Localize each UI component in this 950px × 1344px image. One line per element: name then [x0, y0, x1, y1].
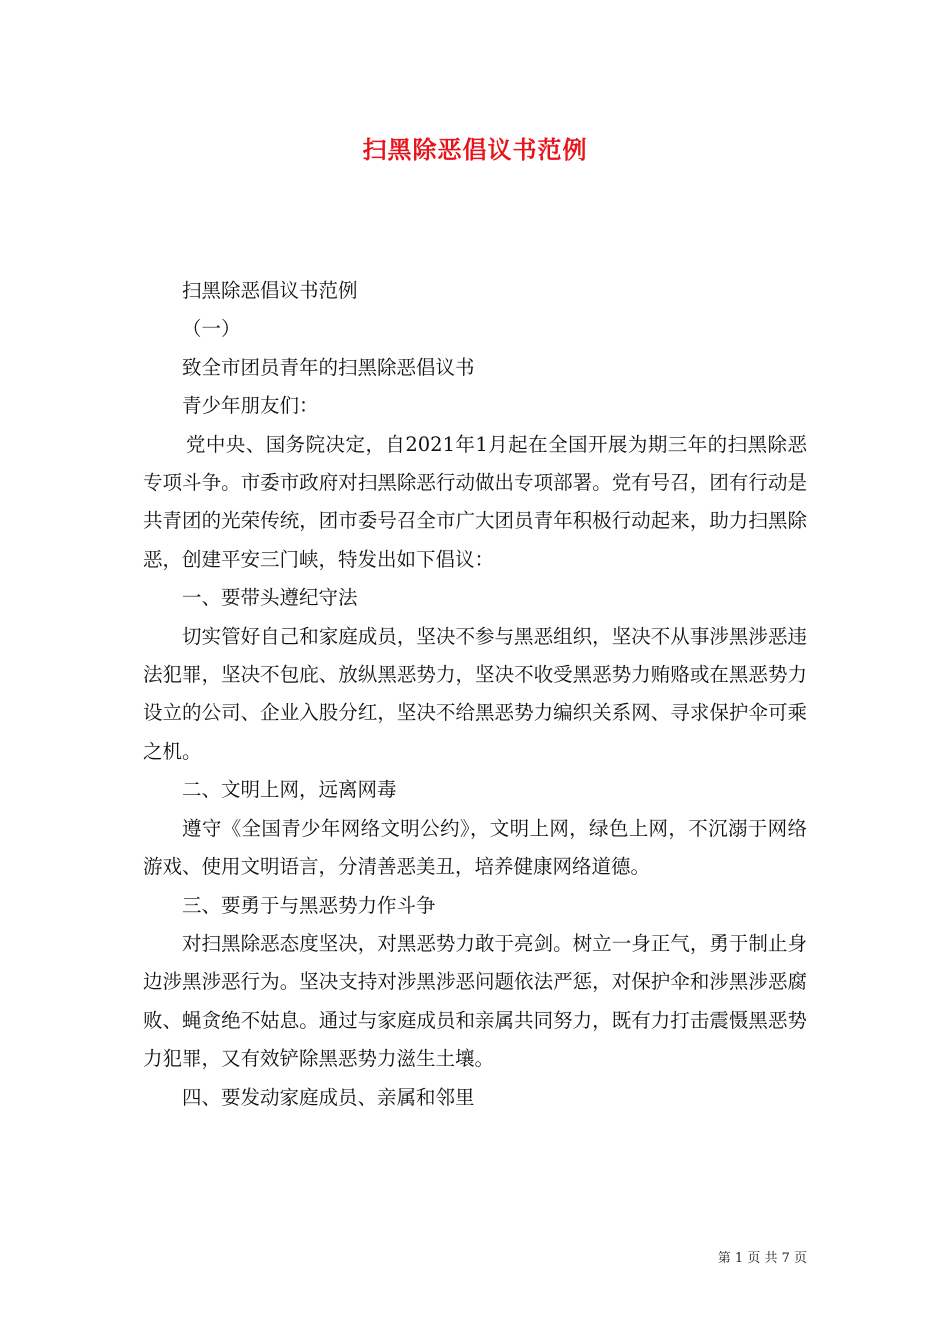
item-1-heading: 一、要带头遵纪守法	[182, 586, 358, 610]
item-3-heading: 三、要勇于与黑恶势力作斗争	[182, 893, 436, 917]
item-3-text: 对扫黑除恶态度坚决，对黑恶势力敢于亮剑。树立一身正气，勇于制止身边涉黑涉恶行为。坚决支持对涉黑涉恶问题依法严惩，对保护伞和涉黑涉恶腐败、蝇贪绝不姑息。通过与家庭成员和亲属共同努力，既有力打击震慑黑恶势力犯罪，又有效铲除黑恶势力滋生土壤。	[143, 931, 807, 1071]
page-number-label: 第 1 页 共 7 页	[717, 1251, 807, 1266]
document-body	[143, 272, 807, 1117]
item-2-heading: 二、文明上网，远离网毒	[182, 778, 397, 802]
item-1-text: 切实管好自己和家庭成员，坚决不参与黑恶组织，坚决不从事涉黑涉恶违法犯罪，坚决不包庇、放纵黑恶势力，坚决不收受黑恶势力贿赂或在黑恶势力设立的公司、企业入股分红，坚决不给黑恶势力编织关系网、寻求保护伞可乘之机。	[143, 624, 807, 763]
salutation: 青少年朋友们：	[182, 394, 319, 418]
item-2-text: 遵守《全国青少年网络文明公约》，文明上网，绿色上网，不沉溺于网络游戏、使用文明语言，分清善恶美丑，培养健康网络道德。	[143, 816, 807, 879]
section-number: （一）	[182, 317, 241, 341]
body-heading: 扫黑除恶倡议书范例	[182, 279, 358, 302]
item-4-heading: 四、要发动家庭成员、亲属和邻里	[182, 1085, 475, 1109]
document-title: 扫黑除恶倡议书范例	[362, 135, 588, 164]
page-footer	[718, 1247, 807, 1266]
intro-paragraph: 党中央、国务院决定，自2021年1月起在全国开展为期三年的扫黑除恶专项斗争。市委市政府对扫黑除恶行动做出专项部署。党有号召，团有行动是共青团的光荣传统，团市委号召全市广大团员青年积极行动起来，助力扫黑除恶，创建平安三门峡，特发出如下倡议：	[143, 432, 807, 571]
proposal-title: 致全市团员青年的扫黑除恶倡议书	[182, 355, 475, 379]
